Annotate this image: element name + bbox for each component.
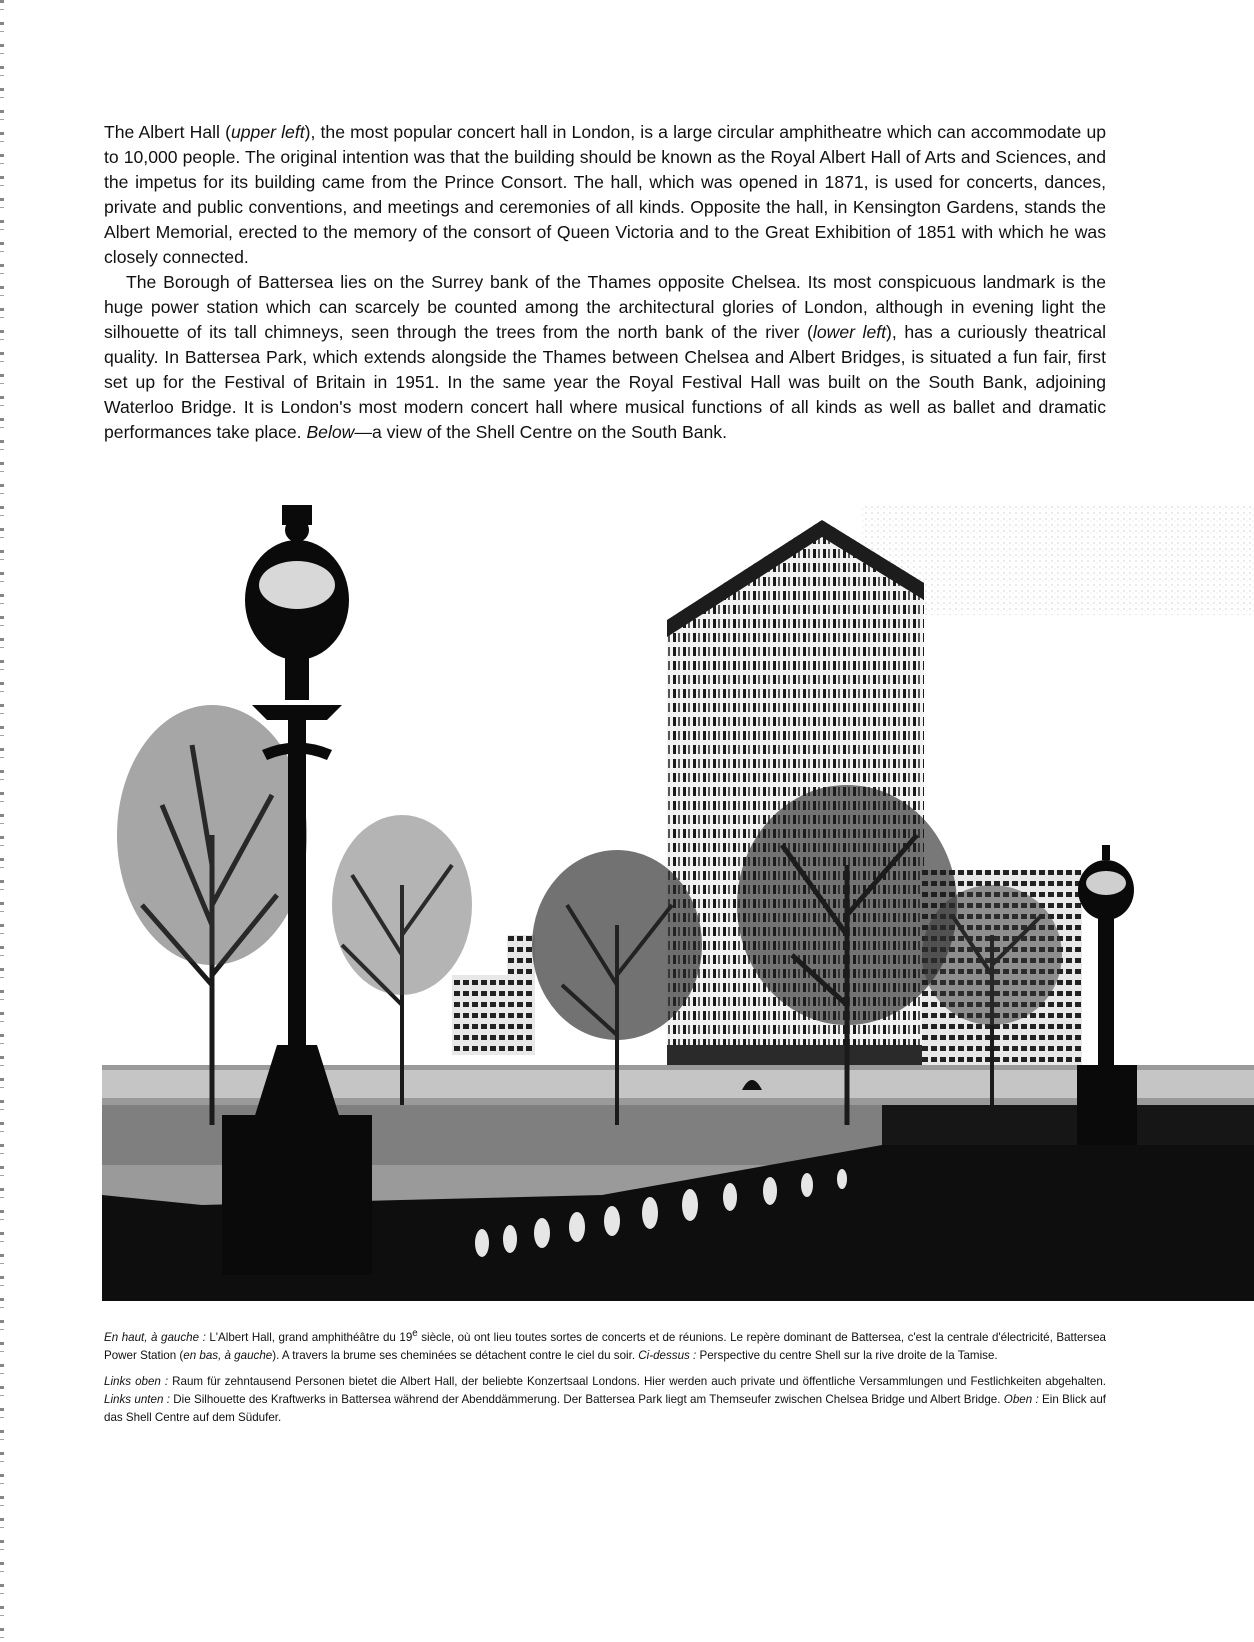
shell-centre-photo [102, 505, 1254, 1301]
caption-german: Links oben : Raum für zehntausend Personen bietet die Albert Hall, der beliebte Konzertsaal Londons. Hier werden auch private und öffentliche Versammlungen und Festlichkeiten abgehalten. Links unten : Die Silhouette des Kraftwerks in Battersea während der Abenddämmerung. Der Battersea Park liegt am Themseufer zwischen Chelsea Bridge und Albert Bridge. Oben : Ein Blick auf das Shell Centre auf dem Südufer. [104, 1374, 1107, 1424]
distant-tower [507, 935, 535, 1055]
paragraph-albert-hall: The Albert Hall (upper left), the most popular concert hall in London, is a large circular amphitheatre which can accommodate up to 10,000 people. The original intention was that the building should be known as the Royal Albert Hall of Arts and Sciences, and the impetus for its building came from the Prince Consort. The hall, which was opened in 1871, is used for concerts, dances, private and public conventions, and meetings and ceremonies of all kinds. Opposite the hall, in Kensington Gardens, stands the Albert Memorial, erected to the memory of the consort of Queen Victoria and to the Great Exhibition of 1851 with which he was closely connected. [104, 122, 1107, 267]
photo-illustration [102, 505, 1254, 1301]
caption-french: En haut, à gauche : L'Albert Hall, grand amphithéâtre du 19e siècle, où ont lieu toutes sortes de concerts et de réunions. Le repère dominant de Battersea, c'est la centrale d'électricité, Battersea Power Station (en bas, à gauche). A travers la brume ses cheminées se détachent contre le ciel du soir. Ci-dessus : Perspective du centre Shell sur la rive droite de la Tamise. [104, 1328, 1106, 1362]
captions [104, 1325, 1106, 1435]
paragraph-battersea: The Borough of Battersea lies on the Surrey bank of the Thames opposite Chelsea. Its most conspicuous landmark is the huge power station which can scarcely be counted among the architectural glories of London, although in evening light the silhouette of its tall chimneys, seen through the trees from the north bank of the river (lower left), has a curiously theatrical quality. In Battersea Park, which extends alongside the Thames between Chelsea and Albert Bridges, is situated a fun fair, first set up for the Festival of Britain in 1951. In the same year the Royal Festival Hall was built on the South Bank, adjoining Waterloo Bridge. It is London's most modern concert hall where musical functions of all kinds as well as ballet and dramatic performances take place. Below—a view of the Shell Centre on the South Bank. [104, 272, 1107, 442]
scan-edge [0, 0, 4, 1642]
article-text [104, 120, 1106, 445]
